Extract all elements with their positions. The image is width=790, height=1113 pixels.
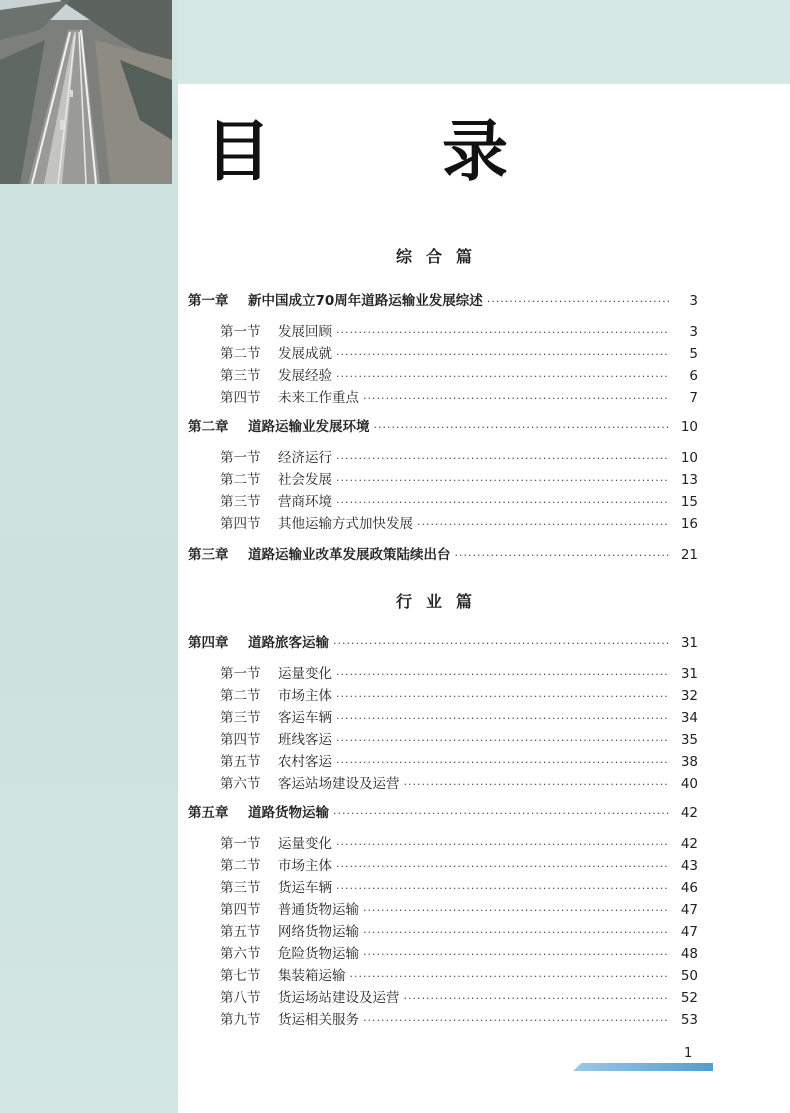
section-title: 其他运输方式加快发展 [278,516,413,532]
section-number: 第二节 [220,688,261,704]
section-number: 第四节 [220,732,261,748]
toc-section-entry[interactable] [220,834,698,854]
section-title: 农村客运 [278,754,332,770]
section-number: 第三节 [220,494,261,510]
section-title: 客运车辆 [278,710,332,726]
section-title: 危险货物运输 [278,946,359,962]
section-title: 班线客运 [278,732,332,748]
page-ref: 31 [680,635,698,651]
chapter-number: 第一章 [188,293,229,309]
highway-photo [0,0,172,184]
toc-section-entry[interactable] [220,388,698,408]
page-ref: 50 [680,968,698,984]
toc-section-entry[interactable] [220,752,698,772]
part-heading: 行业篇 [395,592,486,611]
page-title: 目 录 [205,112,582,190]
page-ref: 53 [680,1012,698,1028]
section-number: 第八节 [220,990,261,1006]
page-ref: 47 [680,924,698,940]
toc-section-entry[interactable] [220,1010,698,1030]
page-ref: 31 [680,666,698,682]
section-title: 营商环境 [278,494,332,510]
section-number: 第五节 [220,924,261,940]
page-ref: 3 [689,293,698,309]
section-title: 货运相关服务 [278,1012,359,1028]
section-title: 网络货物运输 [278,924,359,940]
toc-section-entry[interactable] [220,856,698,876]
page-ref: 15 [680,494,698,510]
page-ref: 40 [680,776,698,792]
dot-leader [336,709,670,729]
page-ref: 43 [680,858,698,874]
section-number: 第三节 [220,710,261,726]
section-number: 第一节 [220,450,261,466]
toc-section-entry[interactable] [220,322,698,342]
toc-section-entry[interactable] [220,900,698,920]
dot-leader [350,967,671,987]
section-number: 第三节 [220,368,261,384]
toc-chapter-entry[interactable] [188,803,698,823]
chapter-title: 道路旅客运输 [248,635,329,651]
chapter-title: 道路货物运输 [248,805,329,821]
toc-section-entry[interactable] [220,878,698,898]
dot-leader [336,879,670,899]
section-number: 第六节 [220,946,261,962]
toc-section-entry[interactable] [220,686,698,706]
section-title: 发展经验 [278,368,332,384]
dot-leader [336,687,670,707]
chapter-title: 新中国成立70周年道路运输业发展综述 [248,293,483,309]
chapter-title: 道路运输业改革发展政策陆续出台 [248,547,451,563]
page-ref: 32 [680,688,698,704]
section-number: 第四节 [220,390,261,406]
dot-leader [363,923,670,943]
toc-chapter-entry[interactable] [188,633,698,653]
dot-leader [404,775,671,795]
section-number: 第九节 [220,1012,261,1028]
toc-section-entry[interactable] [220,944,698,964]
section-title: 社会发展 [278,472,332,488]
chapter-number: 第四章 [188,635,229,651]
dot-leader [336,753,670,773]
section-number: 第二节 [220,472,261,488]
toc-chapter-entry[interactable] [188,545,698,565]
page-ref: 52 [680,990,698,1006]
dot-leader [336,449,670,469]
page-ref: 7 [689,390,698,406]
page-ref: 47 [680,902,698,918]
page-ref: 35 [680,732,698,748]
page-ref: 21 [680,547,698,563]
dot-leader [336,367,670,387]
top-decorative-band [178,0,790,84]
section-title: 货运车辆 [278,880,332,896]
toc-section-entry[interactable] [220,492,698,512]
page-ref: 34 [680,710,698,726]
chapter-number: 第五章 [188,805,229,821]
dot-leader [363,389,670,409]
dot-leader [336,345,670,365]
section-number: 第二节 [220,858,261,874]
section-number: 第七节 [220,968,261,984]
section-title: 普通货物运输 [278,902,359,918]
section-number: 第一节 [220,836,261,852]
toc-section-entry[interactable] [220,988,698,1008]
toc-section-entry[interactable] [220,774,698,794]
section-title: 运量变化 [278,836,332,852]
dot-leader [336,323,670,343]
toc-section-entry[interactable] [220,344,698,364]
toc-section-entry[interactable] [220,708,698,728]
toc-chapter-entry[interactable] [188,291,698,311]
toc-section-entry[interactable] [220,664,698,684]
section-title: 发展回顾 [278,324,332,340]
page-ref: 13 [680,472,698,488]
toc-section-entry[interactable] [220,514,698,534]
dot-leader [336,471,670,491]
page-number: 1 [684,1046,693,1061]
section-number: 第一节 [220,666,261,682]
toc-section-entry[interactable] [220,470,698,490]
page-ref: 5 [689,346,698,362]
section-title: 市场主体 [278,688,332,704]
section-number: 第四节 [220,516,261,532]
dot-leader [336,835,670,855]
page-ref: 48 [680,946,698,962]
section-title: 集装箱运输 [278,968,346,984]
dot-leader [363,945,670,965]
chapter-title: 道路运输业发展环境 [248,419,370,435]
page-ref: 42 [680,836,698,852]
dot-leader [417,515,670,535]
dot-leader [336,857,670,877]
toc-section-entry[interactable] [220,366,698,386]
dot-leader [404,989,671,1009]
page-ref: 10 [680,419,698,435]
dot-leader [363,901,670,921]
section-title: 市场主体 [278,858,332,874]
section-title: 货运场站建设及运营 [278,990,400,1006]
dot-leader [336,493,670,513]
dot-leader [333,634,670,654]
section-title: 未来工作重点 [278,390,359,406]
dot-leader [487,292,670,312]
section-number: 第六节 [220,776,261,792]
section-title: 经济运行 [278,450,332,466]
dot-leader [333,804,670,824]
dot-leader [455,546,671,566]
toc-section-entry[interactable] [220,730,698,750]
dot-leader [336,665,670,685]
chapter-number: 第三章 [188,547,229,563]
page-ref: 46 [680,880,698,896]
page-ref: 6 [689,368,698,384]
dot-leader [336,731,670,751]
dot-leader [363,1011,670,1031]
dot-leader [374,418,671,438]
part-heading: 综合篇 [395,247,486,266]
section-number: 第二节 [220,346,261,362]
section-title: 发展成就 [278,346,332,362]
section-title: 运量变化 [278,666,332,682]
section-number: 第五节 [220,754,261,770]
page-ref: 38 [680,754,698,770]
section-number: 第三节 [220,880,261,896]
page-number-bar [573,1063,713,1071]
toc-section-entry[interactable] [220,966,698,986]
toc-section-entry[interactable] [220,922,698,942]
section-number: 第一节 [220,324,261,340]
page-ref: 10 [680,450,698,466]
chapter-number: 第二章 [188,419,229,435]
section-number: 第四节 [220,902,261,918]
page-ref: 16 [680,516,698,532]
page-ref: 42 [680,805,698,821]
section-title: 客运站场建设及运营 [278,776,400,792]
toc-section-entry[interactable] [220,448,698,468]
toc-chapter-entry[interactable] [188,417,698,437]
page-ref: 3 [689,324,698,340]
